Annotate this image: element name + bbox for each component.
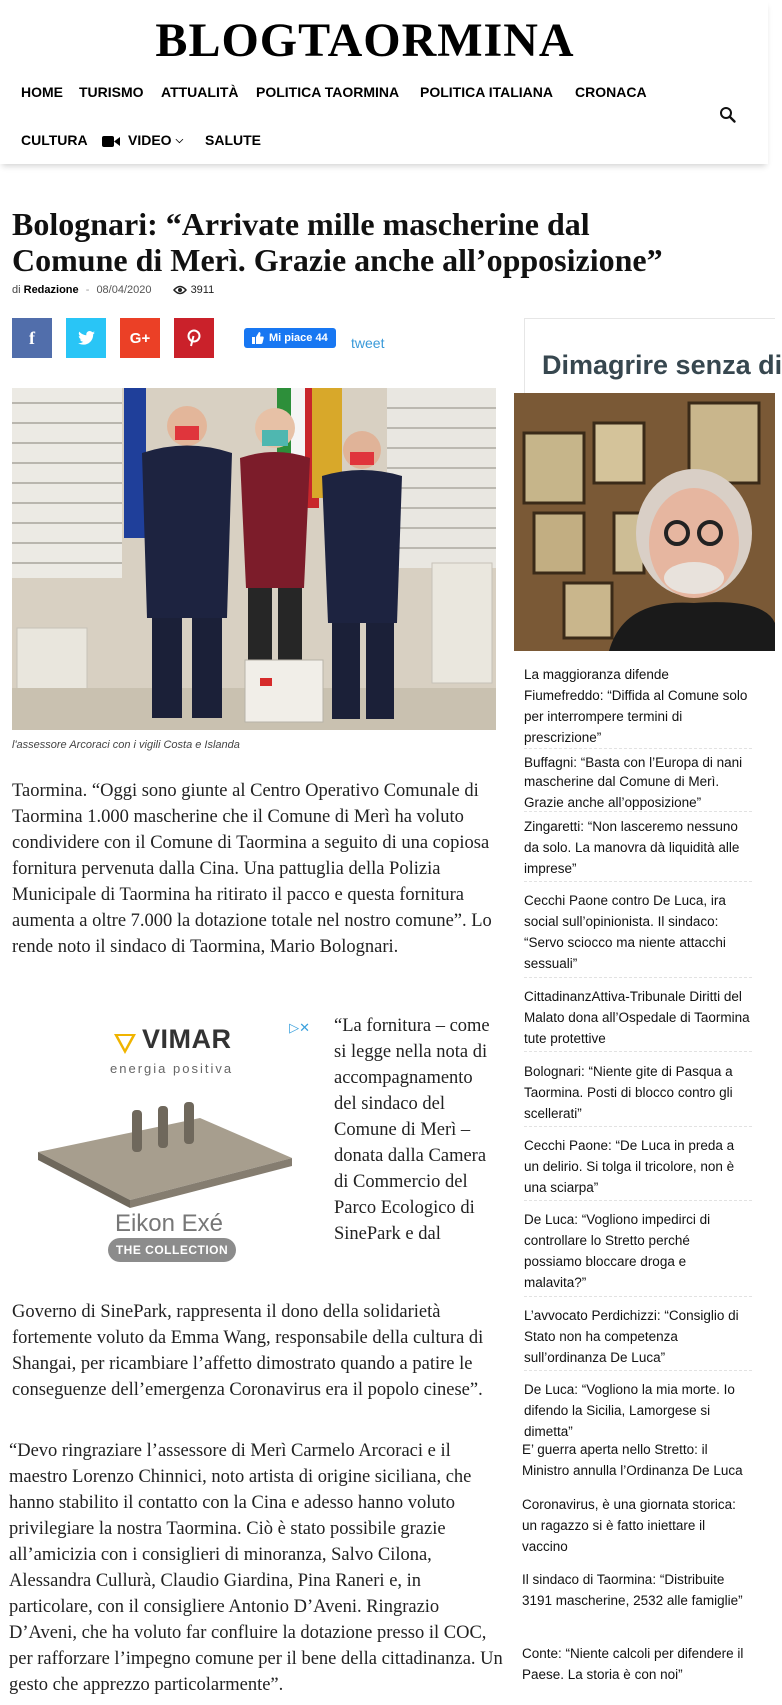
article-meta: [12, 284, 214, 296]
nav-cronaca[interactable]: CRONACA: [575, 84, 647, 100]
article-paragraph-2-bottom: Governo di SinePark, rappresenta il dono della solidarietà fortemente voluto da Emma Wang, responsabile della cultura di Shangai, per ricambiare l’affetto dimostrato quando a patire le conseguenze dell’emergenza Coronavirus era il popolo cinese”.: [12, 1302, 484, 1400]
news-divider: [524, 1296, 752, 1297]
nav-politica-italiana[interactable]: POLITICA ITALIANA: [420, 84, 553, 100]
news-divider: [524, 1370, 752, 1371]
article-photo: [12, 388, 496, 730]
article-paragraph-2-top: “La fornitura – come si legge nella nota di accompagnamento del sindaco del Comune di Merì – donata dalla Camera di Commercio del Parco Ecologico di SinePark e dal: [334, 1016, 490, 1244]
sidebar-news-item[interactable]: E’ guerra aperta nello Stretto: il Ministro annulla l’Ordinanza De Luca: [522, 1442, 743, 1478]
sidebar-news-item[interactable]: CittadinanzAttiva-Tribunale Diritti del Malato dona all’Ospedale di Taormina tute protettive: [524, 989, 750, 1046]
facebook-icon: f: [29, 327, 35, 348]
chevron-down-icon: ⌵: [175, 135, 184, 146]
news-divider: [524, 1126, 752, 1127]
like-label: Mi piace 44: [269, 332, 328, 344]
nav-video-label: VIDEO: [128, 132, 172, 148]
nav-turismo[interactable]: TURISMO: [79, 84, 144, 100]
search-icon[interactable]: [719, 106, 737, 124]
sidebar-news-item[interactable]: Il sindaco di Taormina: “Distribuite 3191 mascherine, 2532 alle famiglie”: [522, 1572, 743, 1608]
view-count: [173, 284, 215, 296]
adchoices-icon[interactable]: ▷✕: [289, 1020, 310, 1035]
sidebar-news-item[interactable]: Cecchi Paone: “De Luca in preda a un delirio. Si tolga il tricolore, non è una sciarpa”: [524, 1138, 735, 1195]
ad-tagline: energia positiva: [110, 1061, 234, 1076]
photo-illustration: [12, 388, 496, 730]
article-paragraph-1: Taormina. “Oggi sono giunte al Centro Operativo Comunale di Taormina 1.000 mascherine che il Comune di Merì ha voluto condividere con il Comune di Taormina a seguito di una copiosa fornitura pervenuta dalla Cina. Una pattuglia della Polizia Municipale di Taormina ha ritirato il pacco e questa fornitura aumenta a oltre 7.000 la dotazione totale nel nostro comune”. Lo rende noto il sindaco di Taormina, Mario Bolognari.: [12, 781, 492, 957]
article-paragraph-3: “Devo ringraziare l’assessore di Merì Carmelo Arcoraci e il maestro Lorenzo Chinnici, noto artista di origine siciliana, che hanno stabilito il contatto con la Cina e adesso hanno voluto privilegiare la nostra Taormina. Ciò è stato possibile grazie all’amicizia con i consiglieri di minoranza, Salvo Cilona, Alessandra Cullurà, Claudio Giardina, Pina Raneri e, in particolare, con il consigliere Antonio D’Aveni. Ringrazio D’Aveni, che ha voluto far confluire la dotazione presso il COC, per rafforzare l’impegno comune per il bene della cittadinanza. Un gesto che apprezzo particolarmente”.: [9, 1441, 503, 1695]
sidebar-news-item[interactable]: Coronavirus, è una giornata storica: un ragazzo si è fatto iniettare il vaccino: [522, 1497, 736, 1554]
sidebar-news-item[interactable]: Cecchi Paone contro De Luca, ira social sull’opinionista. Il sindaco: “Servo sciocco ma niente attacchi sessuali”: [524, 893, 726, 971]
site-logo[interactable]: BLOGTAORMINA: [155, 14, 575, 67]
meta-separator: -: [85, 284, 90, 296]
news-divider: [524, 811, 752, 812]
sidebar-news-item[interactable]: Zingaretti: “Non lasceremo nessuno da solo. La manovra dà liquidità alle imprese”: [524, 819, 740, 876]
nav-attualita[interactable]: ATTUALITÀ: [161, 84, 239, 100]
facebook-like-button[interactable]: [244, 328, 336, 348]
news-divider: [524, 1200, 752, 1201]
sidebar-news-item[interactable]: De Luca: “Vogliono impedirci di controllare lo Stretto perché possiamo bloccare droga e malavita?”: [524, 1212, 711, 1290]
ad-collection-badge[interactable]: THE COLLECTION: [108, 1238, 236, 1262]
news-divider: [524, 881, 752, 882]
sidebar-video-player[interactable]: [514, 393, 775, 651]
nav-video[interactable]: [102, 131, 183, 150]
news-divider: [524, 1051, 752, 1052]
nav-home[interactable]: HOME: [21, 84, 63, 100]
article-title: Bolognari: “Arrivate mille mascherine dal Comune di Merì. Grazie anche all’opposizione”: [12, 206, 663, 278]
sidebar-video-title[interactable]: Dimagrire senza di: [542, 350, 782, 380]
photo-caption: l'assessore Arcoraci con i vigili Costa e Islanda: [12, 739, 240, 751]
sidebar-news-item[interactable]: mascherine dal Comune di Merì. Grazie anche all’opposizione”: [524, 774, 720, 810]
twitter-icon: [78, 331, 95, 345]
author-prefix: di: [12, 284, 21, 296]
author-link[interactable]: Redazione: [23, 284, 79, 296]
thumbs-up-icon: [252, 332, 264, 344]
sidebar-news-item[interactable]: L’avvocato Perdichizzi: “Consiglio di Stato non ha competenza sull’ordinanza De Luca”: [524, 1308, 739, 1365]
ad-brand: VIMAR: [142, 1024, 232, 1054]
sidebar-news-item[interactable]: De Luca: “Vogliono la mia morte. Io difendo la Sicilia, Lamorgese si dimetta”: [524, 1382, 735, 1439]
share-facebook-button[interactable]: [12, 318, 52, 358]
article-date: 08/04/2020: [96, 284, 152, 296]
news-divider: [524, 977, 752, 978]
sidebar-news-item[interactable]: Conte: “Niente calcoli per difendere il Paese. La storia è con noi”: [522, 1646, 744, 1682]
eye-icon: [173, 285, 187, 295]
advertisement[interactable]: [22, 1014, 316, 1278]
google-plus-icon: G+: [129, 329, 151, 347]
share-googleplus-button[interactable]: [120, 318, 160, 358]
site-header: [0, 0, 768, 164]
sidebar-news-item[interactable]: Buffagni: “Basta con l’Europa di nani: [524, 755, 743, 770]
pinterest-icon: [187, 329, 201, 347]
video-camera-icon: [102, 135, 120, 148]
ad-product-name: Eikon Exé: [114, 1210, 224, 1237]
nav-cultura[interactable]: CULTURA: [21, 132, 88, 148]
view-count-value: 3911: [190, 284, 215, 296]
vimar-logo-icon: [112, 1032, 138, 1056]
sidebar-news-item[interactable]: La maggioranza difende Fiumefreddo: “Diffida al Comune solo per interrompere termini di prescrizione”: [524, 667, 748, 745]
news-divider: [524, 748, 752, 749]
video-frame: [514, 393, 775, 651]
nav-politica-taormina[interactable]: POLITICA TAORMINA: [256, 84, 400, 100]
sidebar-news-item[interactable]: Bolognari: “Niente gite di Pasqua a Taormina. Posti di blocco contro gli scellerati”: [524, 1064, 733, 1121]
share-twitter-button[interactable]: [66, 318, 106, 358]
nav-salute[interactable]: SALUTE: [205, 132, 261, 148]
ad-product-image: [30, 1080, 300, 1210]
share-pinterest-button[interactable]: [174, 318, 214, 358]
tweet-link[interactable]: tweet: [351, 335, 385, 351]
